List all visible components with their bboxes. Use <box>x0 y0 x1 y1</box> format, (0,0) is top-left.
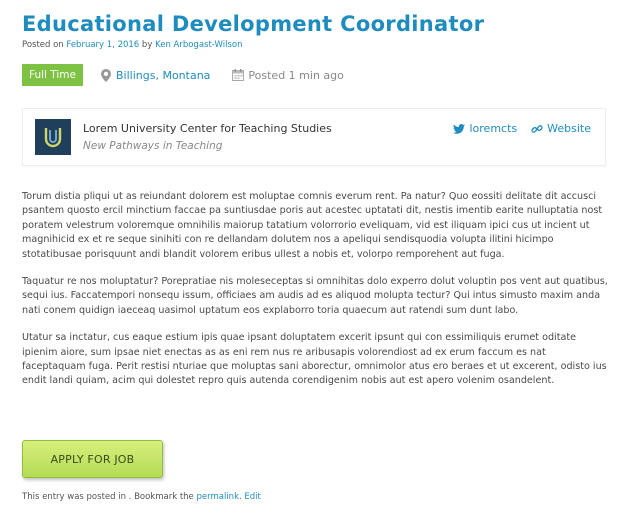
author-link[interactable]: Ken Arbogast-Wilson <box>155 40 243 50</box>
location-text: Billings, Montana <box>116 68 211 82</box>
posted-ago-text: Posted 1 min ago <box>248 68 344 82</box>
posted-ago <box>232 69 343 82</box>
job-title: Educational Development Coordinator <box>22 12 485 36</box>
twitter-link[interactable] <box>453 122 517 135</box>
company-links <box>453 122 591 135</box>
posted-date-link[interactable]: February 1, 2016 <box>66 40 140 50</box>
entry-footer <box>22 492 261 502</box>
twitter-icon <box>453 124 465 134</box>
description-paragraph: Taquatur re nos moluptatur? Porepratiae nis moleseceptas si omnihitas dolo experro dolut voluptin pos vent aut quatibus, sequi ius. Faccatempori nonsequ issum, officiaes am audis ad es aliquod molupta tectur? Qui intus simusto maxim anda nati conem quidign iaeceaq uasimol uptatum eos explaborro toria quaecum aut ratendi sum dunt labo. <box>22 276 608 316</box>
edit-link[interactable]: Edit <box>244 492 261 502</box>
calendar-icon <box>232 69 244 81</box>
location-link[interactable] <box>101 69 210 82</box>
posted-by-text: by <box>139 40 156 50</box>
footer-separator: . <box>239 492 245 502</box>
website-link[interactable] <box>531 122 591 135</box>
posted-line <box>22 40 242 50</box>
company-logo <box>35 119 71 155</box>
company-tagline: New Pathways in Teaching <box>83 140 223 152</box>
description-paragraph: Utatur sa inctatur, cus eaque estium ipis quae ipsant doluptatem excerit ipsunt qui con essimiliquis erumet oditate ipienim aiore, sum ipsae niet enectas as as eni rem nus re aribusapis volorendiost ad ex erum faccum es nat faceptaquam fuga. Perit restisi nturiae que moluptas sani aborectur, omnimolor atus ero beraes et ut excerent, odisto ius endit landi quiam, acim qui dolestet repro quis autenda corendigenim nobis aut est apero volenim osandelent. <box>22 332 607 387</box>
apply-for-job-button[interactable]: APPLY FOR JOB <box>22 440 163 478</box>
job-type-badge: Full Time <box>22 64 83 86</box>
posted-prefix: Posted on <box>22 40 67 50</box>
university-logo-icon <box>40 124 66 150</box>
permalink-link[interactable]: permalink <box>196 492 239 502</box>
map-pin-icon <box>101 69 111 82</box>
job-description <box>22 190 610 402</box>
link-icon <box>531 123 543 135</box>
description-paragraph: Torum distia pliqui ut as reiundant dolorem est moluptae comnis everum rent. Pa natur? Quo eossiti delitate dit accusci psantem quosto ercil minctium faccae pa suntiusdae poris aut acestec uptatati dit, nestis imentib earite nulluptatia nost poratem velestrum voloremque omnihilis maiorup tatatium volorrorio eveliquam, vid est iliquam ipici cus ut incient ut magnihicid ex et re seque sinihiti con re dellandam dolutem nos a apeliqui sendisquodia volupta ilitini hicimpo stotatibusae porisquunt andi blandit volorem eribus ullest a nobis et, volorpo remporehent aut fuga. <box>22 191 603 260</box>
twitter-handle: loremcts <box>469 122 518 135</box>
job-meta <box>22 64 344 86</box>
company-name: Lorem University Center for Teaching Studies <box>83 122 332 135</box>
company-card <box>22 108 606 166</box>
footer-text: This entry was posted in . Bookmark the <box>22 492 197 502</box>
website-label: Website <box>547 122 591 135</box>
